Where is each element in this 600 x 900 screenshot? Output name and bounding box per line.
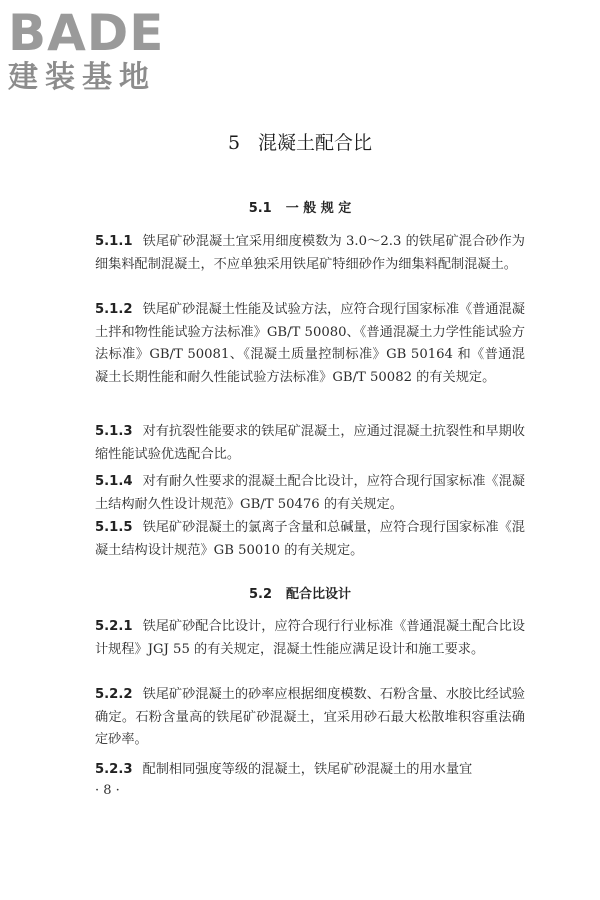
chapter-title [0, 128, 600, 155]
clause-text: 配制相同强度等级的混凝土，铁尾矿砂混凝土的用水量宜 [142, 762, 473, 777]
clause-number: 5.1.4 [95, 474, 133, 489]
clause-number: 5.2.2 [95, 687, 133, 702]
logo-text-en [8, 6, 178, 60]
clause-text: 铁尾矿砂混凝土宜采用细度模数为 3.0～2.3 的铁尾矿混合砂作为细集料配制混凝土，不应单独采用铁尾矿特细砂作为细集料配制混凝土。 [95, 234, 525, 272]
clause-number: 5.1.2 [95, 302, 133, 317]
clause-text: 对有抗裂性能要求的铁尾矿混凝土，应通过混凝土抗裂性和早期收缩性能试验优选配合比。 [95, 424, 525, 462]
clause-text: 铁尾矿砂配合比设计，应符合现行行业标准《普通混凝土配合比设计规程》JGJ 55 的有关规定，混凝土性能应满足设计和施工要求。 [95, 619, 525, 657]
clause-number: 5.2.3 [95, 762, 133, 777]
page-number: · 8 · [95, 783, 120, 798]
section-title [0, 197, 600, 216]
logo-wordmark: BADE [8, 4, 165, 62]
clause [95, 759, 525, 782]
clause-text: 铁尾矿砂混凝土性能及试验方法，应符合现行国家标准《普通混凝土拌和物性能试验方法标准》GB/T 50080、《普通混凝土力学性能试验方法标准》GB/T 50081、《混凝土质量控制标准》GB 50164 和《普通混凝土长期性能和耐久性能试验方法标准》GB/T 50082 的有关规定。 [95, 302, 525, 385]
logo [8, 6, 178, 96]
clause [95, 471, 525, 516]
clause [95, 684, 525, 752]
section-number: 5.1 [248, 201, 272, 216]
clause-text: 铁尾矿砂混凝土的砂率应根据细度模数、石粉含量、水胶比经试验确定。石粉含量高的铁尾矿砂混凝土，宜采用砂石最大松散堆积容重法确定砂率。 [95, 687, 525, 747]
clause [95, 299, 525, 389]
clause-text: 铁尾矿砂混凝土的氯离子含量和总碱量，应符合现行国家标准《混凝土结构设计规范》GB 50010 的有关规定。 [95, 520, 525, 558]
clause [95, 616, 525, 661]
section-title-text: 一 般 规 定 [285, 201, 352, 216]
section-title-text: 配合比设计 [286, 587, 352, 602]
clause-number: 5.1.1 [95, 234, 133, 249]
chapter-number: 5 [227, 132, 241, 154]
clause-number: 5.1.5 [95, 520, 133, 535]
clause [95, 517, 525, 562]
section-number: 5.2 [248, 587, 272, 602]
clause-text: 对有耐久性要求的混凝土配合比设计，应符合现行国家标准《混凝土结构耐久性设计规范》GB/T 50476 的有关规定。 [95, 474, 525, 512]
clause [95, 231, 525, 276]
clause-number: 5.2.1 [95, 619, 133, 634]
clause [95, 421, 525, 466]
section-title [0, 583, 600, 602]
logo-text-cn: 建装基地 [8, 60, 156, 95]
clause-number: 5.1.3 [95, 424, 133, 439]
chapter-title-text: 混凝土配合比 [258, 132, 373, 154]
